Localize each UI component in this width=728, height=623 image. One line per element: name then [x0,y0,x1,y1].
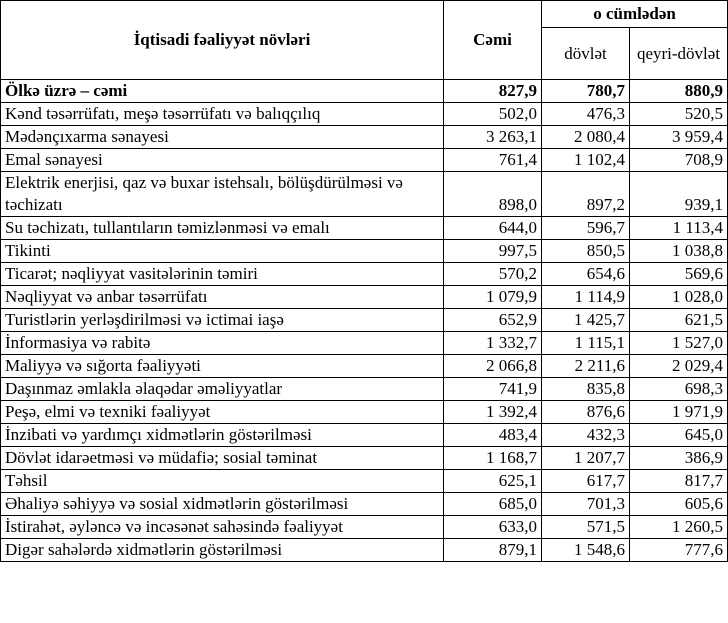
row-nonstate: 817,7 [630,470,728,493]
row-total: 652,9 [444,309,542,332]
row-name: Elektrik enerjisi, qaz və buxar istehsalı, bölüşdürülməsi və təchizatı [1,172,444,217]
row-total: 3 263,1 [444,126,542,149]
row-state: 617,7 [542,470,630,493]
table-row [1,149,728,172]
table-row [1,447,728,470]
table-row [1,263,728,286]
row-nonstate: 698,3 [630,378,728,401]
table-row [1,286,728,309]
row-total: 1 079,9 [444,286,542,309]
row-state: 835,8 [542,378,630,401]
row-total: 761,4 [444,149,542,172]
row-name: Daşınmaz əmlakla əlaqədar əməliyyatlar [1,378,444,401]
row-total: 741,9 [444,378,542,401]
row-total: 997,5 [444,240,542,263]
table-row [1,217,728,240]
table-row [1,240,728,263]
row-nonstate: 1 527,0 [630,332,728,355]
table-row [1,332,728,355]
row-state: 850,5 [542,240,630,263]
row-total: 625,1 [444,470,542,493]
table-row [1,470,728,493]
row-name: Təhsil [1,470,444,493]
row-total: 685,0 [444,493,542,516]
table-row [1,103,728,126]
row-nonstate: 2 029,4 [630,355,728,378]
row-nonstate: 386,9 [630,447,728,470]
row-name: Emal sənayesi [1,149,444,172]
row-total: 2 066,8 [444,355,542,378]
row-nonstate: 1 260,5 [630,516,728,539]
table-row [1,126,728,149]
row-name: İnformasiya və rabitə [1,332,444,355]
row-state: 571,5 [542,516,630,539]
row-nonstate: 939,1 [630,172,728,217]
row-state: 476,3 [542,103,630,126]
header-activity: İqtisadi fəaliyyət növləri [1,1,444,80]
row-name: Kənd təsərrüfatı, meşə təsərrüfatı və balıqçılıq [1,103,444,126]
table-row [1,493,728,516]
row-state: 1 548,6 [542,539,630,562]
row-name: Ölkə üzrə – cəmi [1,80,444,103]
row-state: 2 211,6 [542,355,630,378]
row-state: 780,7 [542,80,630,103]
row-state: 1 115,1 [542,332,630,355]
row-name: Dövlət idarəetməsi və müdafiə; sosial təminat [1,447,444,470]
header-nonstate: qeyri-dövlət [630,28,728,80]
row-nonstate: 777,6 [630,539,728,562]
row-total: 570,2 [444,263,542,286]
table-row [1,516,728,539]
row-name: İstirahət, əyləncə və incəsənət sahəsində fəaliyyət [1,516,444,539]
table-row-total [1,80,728,103]
row-total: 827,9 [444,80,542,103]
row-state: 1 114,9 [542,286,630,309]
row-total: 879,1 [444,539,542,562]
row-total: 633,0 [444,516,542,539]
header-state: dövlət [542,28,630,80]
table-row [1,424,728,447]
row-state: 1 207,7 [542,447,630,470]
row-state: 654,6 [542,263,630,286]
row-name: Mədənçıxarma sənayesi [1,126,444,149]
header-total: Cəmi [444,1,542,80]
row-name: Əhaliyə səhiyyə və sosial xidmətlərin göstərilməsi [1,493,444,516]
row-state: 701,3 [542,493,630,516]
table-row [1,401,728,424]
table-row [1,172,728,217]
table-row [1,539,728,562]
row-state: 897,2 [542,172,630,217]
row-nonstate: 880,9 [630,80,728,103]
row-state: 876,6 [542,401,630,424]
row-name: Digər sahələrdə xidmətlərin göstərilməsi [1,539,444,562]
row-state: 2 080,4 [542,126,630,149]
row-nonstate: 708,9 [630,149,728,172]
row-state: 596,7 [542,217,630,240]
row-name: Su təchizatı, tullantıların təmizlənməsi və emalı [1,217,444,240]
table-row [1,378,728,401]
row-name: İnzibati və yardımçı xidmətlərin göstərilməsi [1,424,444,447]
row-total: 1 392,4 [444,401,542,424]
row-nonstate: 645,0 [630,424,728,447]
row-nonstate: 569,6 [630,263,728,286]
row-name: Tikinti [1,240,444,263]
row-nonstate: 520,5 [630,103,728,126]
row-total: 1 168,7 [444,447,542,470]
row-nonstate: 1 113,4 [630,217,728,240]
table-row [1,309,728,332]
row-nonstate: 1 028,0 [630,286,728,309]
row-state: 1 425,7 [542,309,630,332]
row-state: 1 102,4 [542,149,630,172]
header-including: o cümlədən [542,1,728,28]
row-nonstate: 3 959,4 [630,126,728,149]
row-total: 502,0 [444,103,542,126]
row-nonstate: 1 971,9 [630,401,728,424]
row-name: Nəqliyyat və anbar təsərrüfatı [1,286,444,309]
row-total: 898,0 [444,172,542,217]
row-nonstate: 1 038,8 [630,240,728,263]
row-nonstate: 605,6 [630,493,728,516]
table-row [1,355,728,378]
row-nonstate: 621,5 [630,309,728,332]
row-name: Peşə, elmi və texniki fəaliyyət [1,401,444,424]
row-name: Turistlərin yerləşdirilməsi və ictimai iaşə [1,309,444,332]
row-total: 644,0 [444,217,542,240]
row-state: 432,3 [542,424,630,447]
row-total: 483,4 [444,424,542,447]
row-name: Maliyyə və sığorta fəaliyyəti [1,355,444,378]
row-total: 1 332,7 [444,332,542,355]
row-name: Ticarət; nəqliyyat vasitələrinin təmiri [1,263,444,286]
